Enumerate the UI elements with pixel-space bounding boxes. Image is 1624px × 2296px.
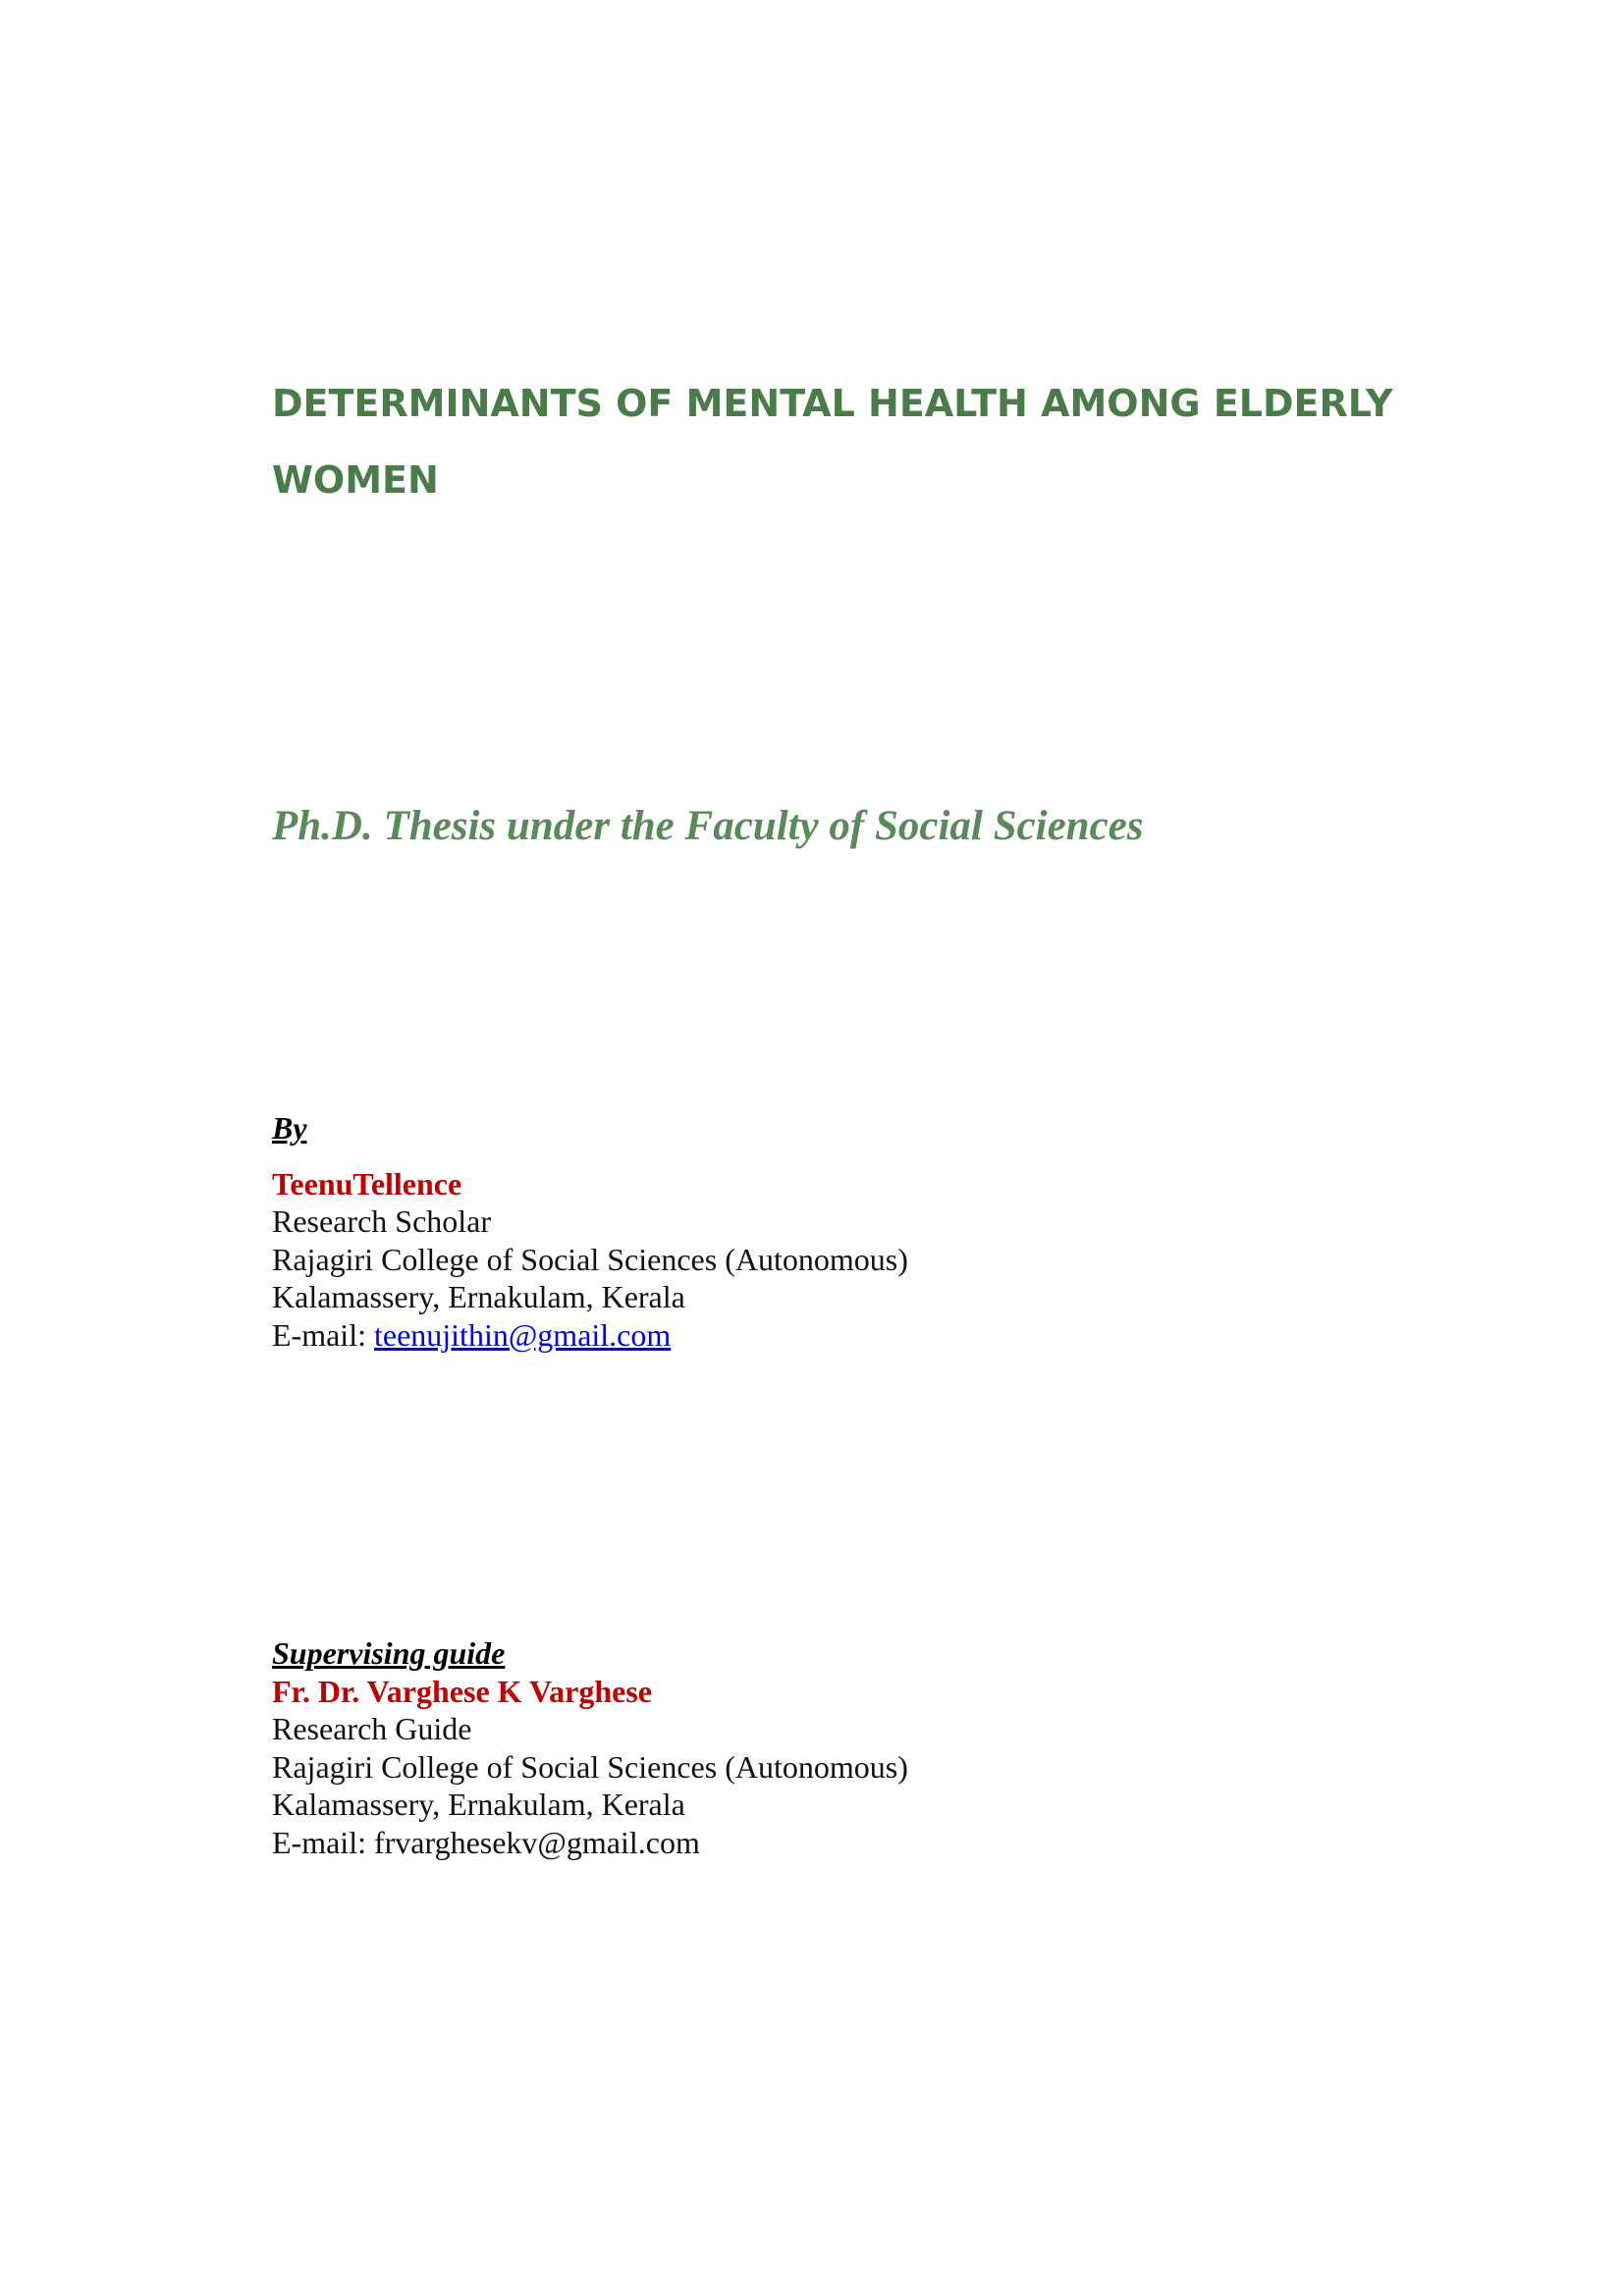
author-email-label: E-mail: — [272, 1316, 374, 1353]
guide-role: Research Guide — [272, 1711, 472, 1746]
author-location: Kalamassery, Ernakulam, Kerala — [272, 1279, 685, 1314]
author-email-line — [272, 1316, 908, 1355]
guide-institution: Rajagiri College of Social Sciences (Autonomous) — [272, 1748, 908, 1785]
author-role: Research Scholar — [272, 1203, 492, 1239]
author-section — [272, 1109, 908, 1354]
thesis-title: DETERMINANTS OF MENTAL HEALTH AMONG ELDERLY WOMEN — [272, 382, 1393, 502]
guide-name: Fr. Dr. Varghese K Varghese — [272, 1673, 652, 1709]
guide-email-line: E-mail: frvarghesekv@gmail.com — [272, 1824, 700, 1860]
author-name: TeenuTellence — [272, 1165, 462, 1201]
author-email-link[interactable]: teenujithin@gmail.com — [373, 1316, 672, 1353]
guide-location: Kalamassery, Ernakulam, Kerala — [272, 1787, 685, 1822]
thesis-subtitle: Ph.D. Thesis under the Faculty of Social Sciences — [272, 803, 1144, 849]
guide-heading: Supervising guide — [272, 1635, 506, 1671]
guide-section — [272, 1634, 908, 1861]
author-institution: Rajagiri College of Social Sciences (Autonomous) — [272, 1241, 908, 1277]
author-heading: By — [272, 1110, 307, 1146]
